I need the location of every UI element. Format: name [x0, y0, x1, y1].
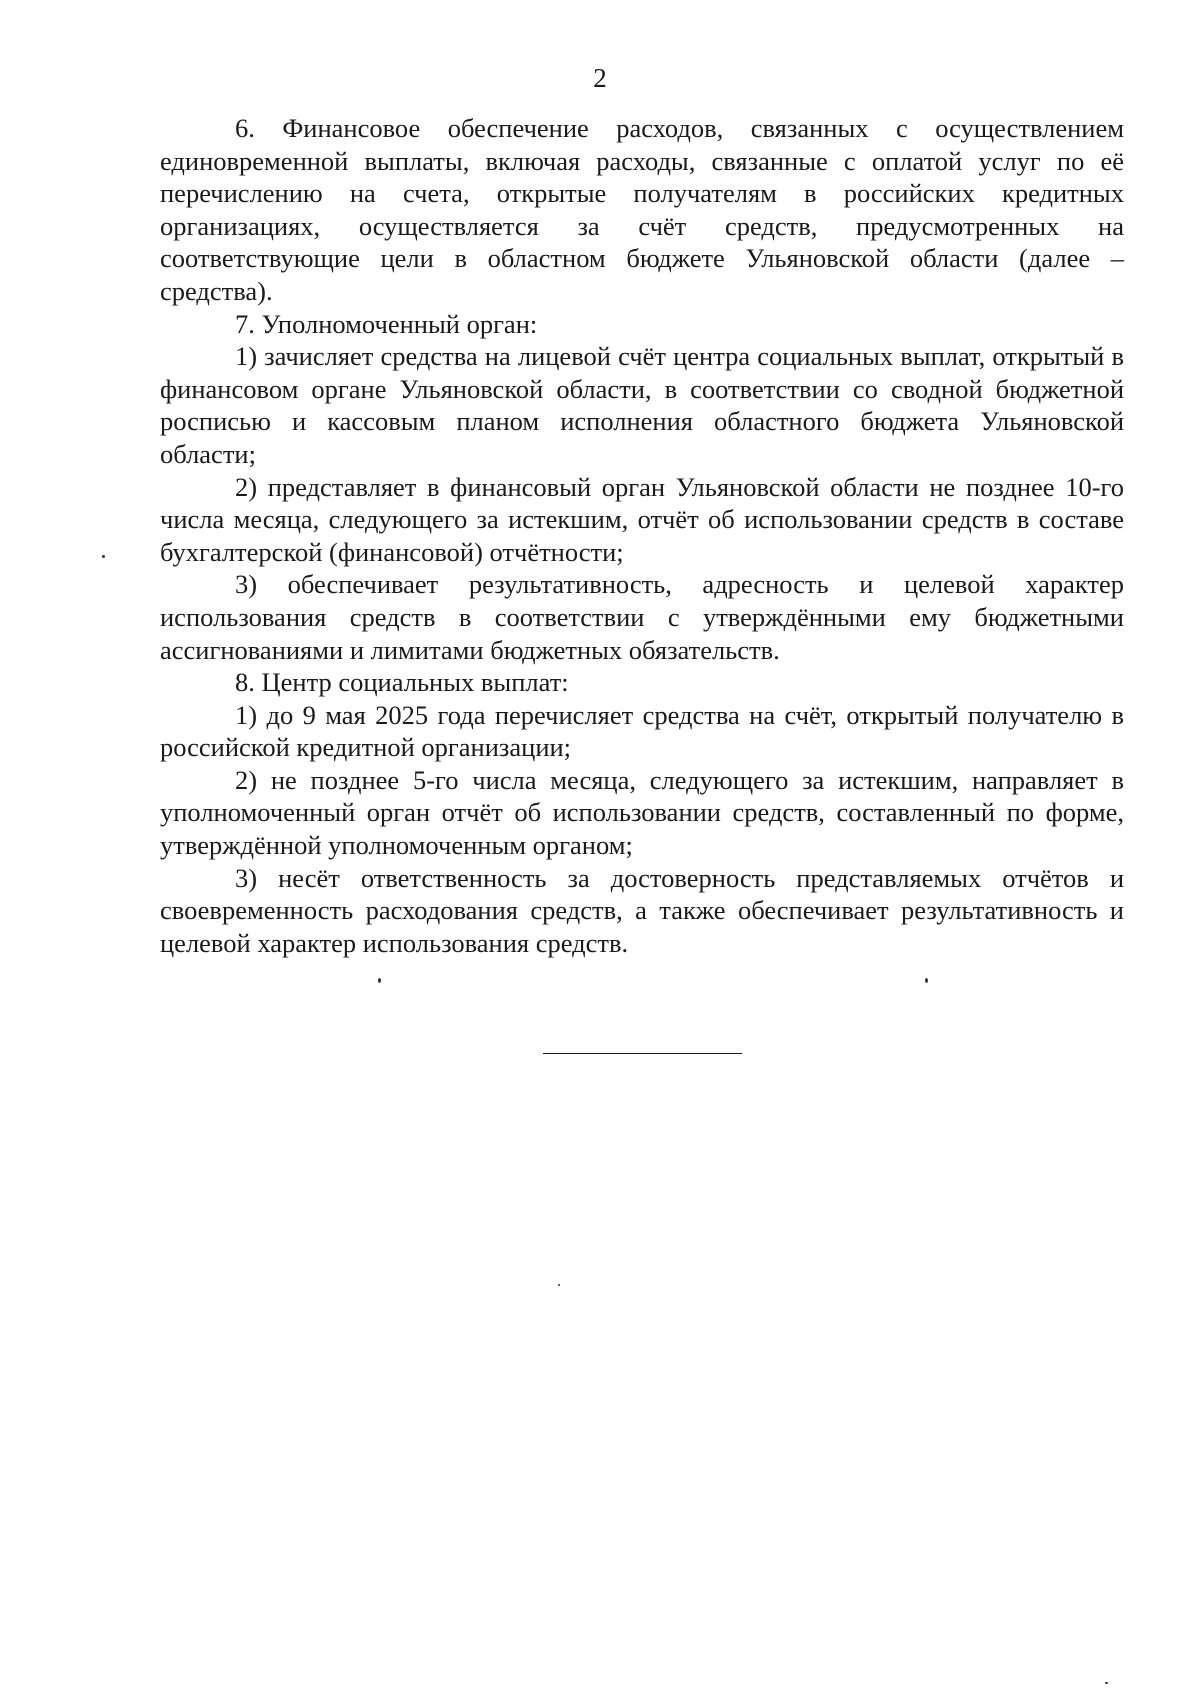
paragraph-7-item-2: 2) представляет в финансовый орган Ульяновской области не позднее 10-го числа месяца, следующего за истекшим, отчёт об использовании средств в составе бухгалтерской (финансовой) отчётности; — [160, 471, 1124, 567]
paragraph-7-heading: 7. Уполномоченный орган: — [235, 308, 538, 339]
paragraph-7-item-1: 1) зачисляет средства на лицевой счёт центра социальных выплат, открытый в финансовом органе Ульяновской области, в соответствии со сводной бюджетной росписью и кассовым планом исполнения областного бюджета Ульяновской области; — [160, 341, 1124, 469]
document-body — [160, 112, 1124, 959]
page-number: 2 — [593, 63, 607, 93]
paragraph-6-financing: 6. Финансовое обеспечение расходов, связанных с осуществлением единовременной выплаты, включая расходы, связанные с оплатой услуг по её перечислению на счета, открытые получателям в российских кредитных организациях, осуществляется за счёт средств, предусмотренных на соответствующие цели в областном бюджете Ульяновской области (далее – средства). — [160, 113, 1124, 306]
paragraph-7-item-3: 3) обеспечивает результативность, адресность и целевой характер использования средств в соответствии с утверждёнными ему бюджетными ассигнованиями и лимитами бюджетных обязательств. — [160, 569, 1124, 665]
scan-speck — [102, 555, 105, 558]
scan-speck — [1105, 1682, 1108, 1684]
scan-speck — [378, 978, 381, 983]
end-separator-line — [543, 1053, 742, 1054]
paragraph-8-item-1: 1) до 9 мая 2025 года перечисляет средства на счёт, открытый получателю в российской кредитной организации; — [160, 699, 1124, 763]
scan-speck — [925, 978, 928, 983]
scan-speck — [558, 1284, 560, 1286]
paragraph-8-item-3: 3) несёт ответственность за достоверность представляемых отчётов и своевременность расходования средств, а также обеспечивает результативность и целевой характер использования средств. — [160, 862, 1124, 958]
paragraph-8-heading: 8. Центр социальных выплат: — [235, 667, 569, 698]
paragraph-8-item-2: 2) не позднее 5-го числа месяца, следующего за истекшим, направляет в уполномоченный орган отчёт об использовании средств, составленный по форме, утверждённой уполномоченным органом; — [160, 764, 1124, 861]
